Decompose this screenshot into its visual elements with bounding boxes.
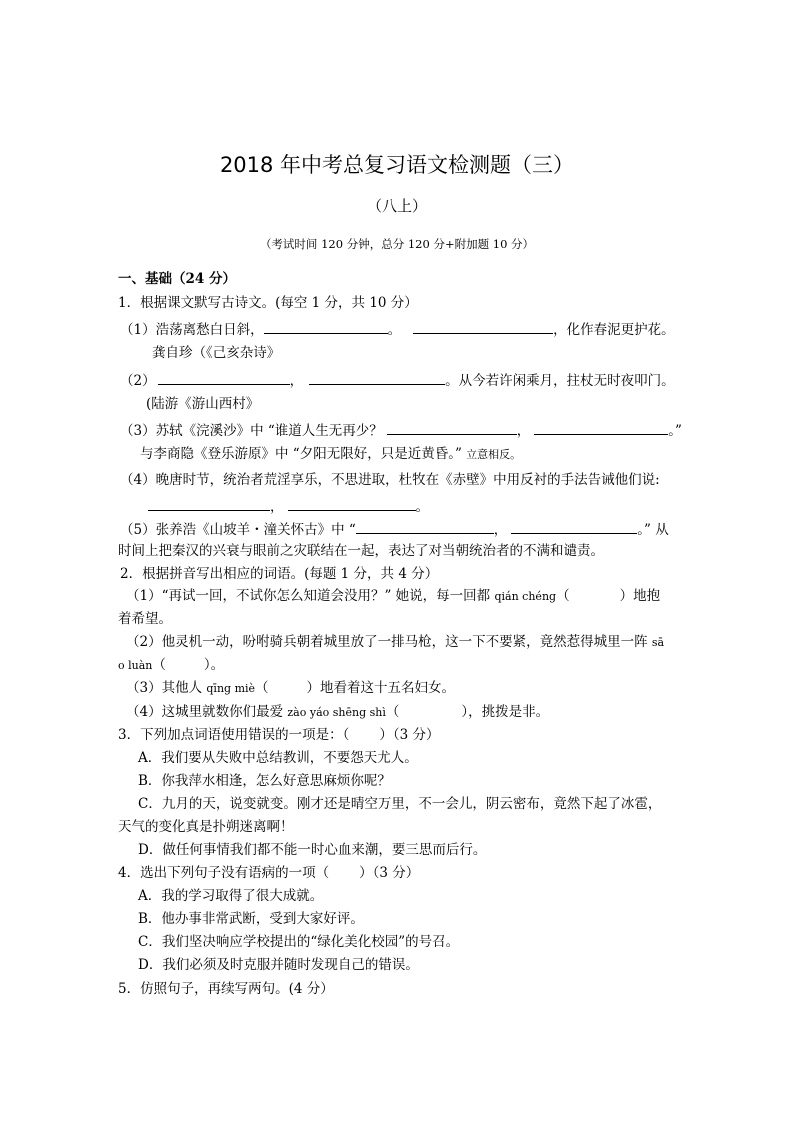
q1-item1-text-b: 。 <box>387 322 402 338</box>
q2-item2-pinyin2: o luàn <box>118 659 153 672</box>
exam-note: （考试时间 120 分钟，总分 120 分+附加题 10 分） <box>259 237 535 251</box>
q2-item2 <box>126 633 664 652</box>
q1-item5-text-b: ， <box>493 522 508 538</box>
section-heading: 一、基础（24 分） <box>118 271 236 287</box>
q1-item2-blank1[interactable] <box>158 370 290 385</box>
q3-option-c-line2: 天气的变化真是扑朔迷离啊！ <box>118 819 294 835</box>
q2-item3-pinyin: qīng miè <box>206 682 256 695</box>
q1-item4: （4）晚唐时节，统治者荒淫享乐，不思进取，杜牧在《赤壁》中用反衬的手法告诫他们说: <box>120 472 660 488</box>
q2-item3-text-b: （ <box>255 680 269 696</box>
q1-item1-author: 龚自珍（《己亥杂诗》 <box>152 345 281 361</box>
q1-item2-blank2[interactable] <box>309 370 445 385</box>
q1-item1-blank2[interactable] <box>413 319 553 334</box>
q3-stem <box>118 726 439 744</box>
q2-item2-text-a: （2）他灵机一动，吩咐骑兵朝着城里放了一排马枪，这一下不要紧，竟然惹得城里一阵 <box>126 634 652 650</box>
q2-item1 <box>126 587 660 606</box>
q4-stem-text: 4．选出下列句子没有语病的一项（ <box>118 865 330 881</box>
q1-item5-blank2[interactable] <box>511 519 637 534</box>
q1-item1-text-c: ，化作春泥更护花。 <box>553 322 675 338</box>
q1-item3-line2 <box>140 445 521 464</box>
q1-item3-blank1[interactable] <box>387 420 517 435</box>
q1-item2-text-a: （2） <box>120 373 156 389</box>
q2-item1-text-a: （1）“再试一回，不试你怎么知道会没用？” 她说，每一回都 <box>126 588 495 604</box>
q1-item3-text-e: 立意相反。 <box>466 448 522 461</box>
q4-option-b: B．他办事非常武断，受到大家好评。 <box>138 911 364 927</box>
q1-item5-blank1[interactable] <box>356 519 494 534</box>
q4-option-c: C．我们坚决响应学校提出的“绿化美化校园”的号召。 <box>138 934 460 950</box>
q1-item3-blank2[interactable] <box>534 420 668 435</box>
page-title: 2018 年中考总复习语文检测题（三） <box>219 153 575 177</box>
q2-item4 <box>126 703 549 722</box>
q2-item1-line2: 着希望。 <box>118 611 172 627</box>
q1-item5-line2: 时间上把秦汉的兴衰与眼前之灾联结在一起，表达了对当朝统治者的不满和谴责。 <box>118 543 604 559</box>
q1-item2-author: (陆游《游山西村》 <box>146 396 260 412</box>
q2-item1-text-b: （ <box>556 588 570 604</box>
q3-option-c: C．九月的天，说变就变。刚才还是晴空万里，不一会儿，阴云密布，竟然下起了冰雹， <box>138 796 662 812</box>
q2-item2-pinyin1: sā <box>651 636 665 649</box>
q1-item5-text-c: 。” 从 <box>637 522 669 538</box>
q1-item5 <box>120 519 669 539</box>
q4-stem-end: ）（3 分） <box>359 865 420 881</box>
q1-item3-text-b: ， <box>516 423 531 439</box>
q1-item2 <box>120 370 675 390</box>
q1-item4-blank2[interactable] <box>288 496 416 511</box>
q2-item2-text-b: （ <box>152 657 166 673</box>
q5-stem: 5．仿照句子，再续写两句。(4 分） <box>118 981 334 997</box>
q2-item3 <box>126 679 455 698</box>
q1-item4-blank1[interactable] <box>148 496 270 511</box>
q1-item1-blank1[interactable] <box>264 319 388 334</box>
q1-item3-text-c: 。” <box>668 423 682 439</box>
q1-item3-text-a: （3）苏轼《浣溪沙》中 “谁道人生无再少？ <box>120 423 383 439</box>
q3-option-d: D．做任何事情我们都不能一时心血来潮，要三思而后行。 <box>138 842 487 858</box>
q1-item1-text-a: （1）浩荡离愁白日斜， <box>120 322 264 338</box>
q1-item4-text-c: 。 <box>415 499 429 515</box>
q4-stem <box>118 864 419 882</box>
q2-item4-pinyin: zào yáo shēng shì <box>287 706 386 719</box>
q1-item5-text-a: （5）张养浩《山坡羊・潼关怀古》中 “ <box>120 522 356 538</box>
q1-item3 <box>120 420 682 440</box>
q2-stem: 2．根据拼音写出相应的词语。(每题 1 分，共 4 分） <box>120 566 439 582</box>
q2-item1-pinyin: qián chéng <box>494 590 557 603</box>
q2-item2-line2 <box>118 656 224 675</box>
q1-item3-text-d: 与李商隐《登乐游原》中 “夕阳无限好，只是近黄昏。” <box>140 446 467 462</box>
q4-option-a: A．我的学习取得了很大成就。 <box>138 888 324 904</box>
q1-item2-text-c: 。从今若许闲乘月，拄杖无时夜叩门。 <box>445 373 675 389</box>
q3-stem-text: 3．下列加点词语使用错误的一项是：（ <box>118 727 350 743</box>
q2-item4-text-c: ），挑拨是非。 <box>461 704 550 720</box>
q3-option-a: A．我们要从失败中总结教训，不要怨天尤人。 <box>138 750 418 766</box>
q1-stem: 1．根据课文默写古诗文。(每空 1 分，共 10 分） <box>118 295 418 311</box>
q2-item1-text-c: ）地抱 <box>619 588 661 604</box>
q4-option-d: D．我们必须及时克服并随时发现自己的错误。 <box>138 957 419 973</box>
q2-item4-text-b: （ <box>385 704 400 720</box>
q1-item4-answer <box>148 496 429 516</box>
page-subtitle: （八上） <box>366 197 427 215</box>
q2-item4-text-a: （4）这城里就数你们最爱 <box>126 704 288 720</box>
q3-stem-end: ）（3 分） <box>379 727 440 743</box>
q2-item3-text-a: （3）其他人 <box>126 680 207 696</box>
q2-item2-text-c: ）。 <box>203 657 225 673</box>
q1-item2-text-b: ， <box>289 373 304 389</box>
q3-option-b: B．你我萍水相逢，怎么好意思麻烦你呢？ <box>138 773 391 789</box>
q2-item3-text-c: ）地看着这十五名妇女。 <box>306 680 456 696</box>
q1-item1 <box>120 319 675 339</box>
q1-item4-text-b: ， <box>270 499 284 515</box>
